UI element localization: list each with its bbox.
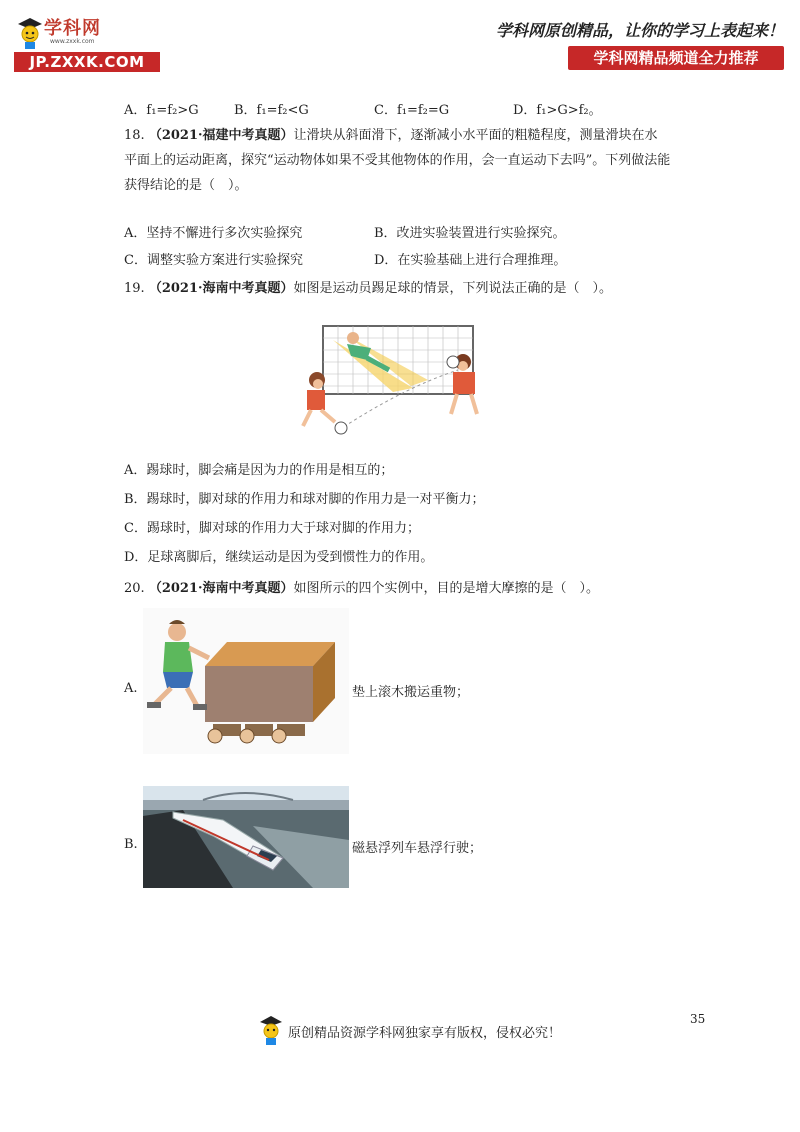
q18-option-d: D．在实验基础上进行合理推理。 — [374, 253, 567, 268]
logo-title: 学科网 — [44, 18, 101, 39]
q17-option-c: C．f₁=f₂=G — [374, 103, 450, 118]
q17-option-b: B．f₁=f₂<G — [234, 103, 309, 118]
q20-option-b-caption: 磁悬浮列车悬浮行驶； — [352, 841, 483, 856]
q18-source: （2021·福建中考真题） — [148, 128, 294, 143]
footer-copyright: 原创精品资源学科网独家享有版权，侵权必究！ — [288, 1026, 562, 1041]
q18-options-row2 — [124, 249, 684, 267]
q18-stem-line1: 让滑块从斜面滑下，逐渐减小水平面的粗糙程度，测量滑块在水 — [293, 128, 658, 143]
q18-option-a: A．坚持不懈进行多次实验探究 — [124, 226, 303, 241]
q20-option-a-caption: 垫上滚木搬运重物； — [352, 685, 470, 700]
site-logo[interactable] — [14, 14, 160, 74]
q18-number: 18. — [124, 128, 145, 143]
q19-option-a: A．踢球时，脚会痛是因为力的作用是相互的； — [124, 463, 394, 478]
q17-option-d: D．f₁>G>f₂。 — [513, 103, 602, 118]
q18-stem-line3: 获得结论的是（ ）。 — [124, 178, 248, 193]
q19-source: （2021·海南中考真题） — [148, 281, 294, 296]
q18-option-b: B．改进实验装置进行实验探究。 — [374, 226, 566, 241]
page-header — [0, 0, 800, 80]
q19-number: 19. — [124, 281, 145, 296]
header-slogan: 学科网原创精品，让你的学习上表起来！ — [495, 21, 784, 40]
q18-options-row1 — [124, 222, 684, 240]
q18-stem-line2: 平面上的运动距离，探究“运动物体如果不受其他物体的作用，会一直运动下去吗”。下列做法能 — [124, 153, 671, 168]
mascot-icon — [258, 1014, 284, 1046]
q20-stem — [124, 577, 599, 596]
logo-domain: JP.ZXXK.COM — [14, 52, 160, 72]
q19-option-b: B．踢球时，脚对球的作用力和球对脚的作用力是一对平衡力； — [124, 492, 485, 507]
q20-number: 20. — [124, 581, 145, 596]
q19-option-d: D．足球离脚后，继续运动是因为受到惯性力的作用。 — [124, 550, 434, 565]
q19-stem — [124, 277, 612, 296]
q20-option-a-label: A. — [124, 681, 138, 696]
q20-source: （2021·海南中考真题） — [148, 581, 294, 596]
q19-options — [124, 458, 694, 570]
q17-options — [124, 99, 684, 117]
header-badge: 学科网精品频道全力推荐 — [568, 46, 784, 70]
q18-stem — [124, 123, 694, 198]
q20-option-b-label: B. — [124, 837, 138, 852]
q20-stem-text: 如图所示的四个实例中，目的是增大摩擦的是（ ）。 — [293, 581, 600, 596]
rolling-log-figure — [143, 608, 349, 754]
mascot-icon — [16, 16, 44, 50]
maglev-train-figure — [143, 786, 349, 888]
soccer-figure — [293, 318, 543, 444]
logo-url: www.zxxk.com — [50, 38, 95, 45]
q18-option-c: C．调整实验方案进行实验探究 — [124, 253, 303, 268]
page-footer — [258, 1014, 598, 1046]
page-number: 35 — [690, 1012, 706, 1026]
q19-stem-text: 如图是运动员踢足球的情景，下列说法正确的是（ ）。 — [293, 281, 613, 296]
q17-option-a: A．f₁=f₂>G — [124, 103, 199, 118]
q19-option-c: C．踢球时，脚对球的作用力大于球对脚的作用力； — [124, 521, 420, 536]
